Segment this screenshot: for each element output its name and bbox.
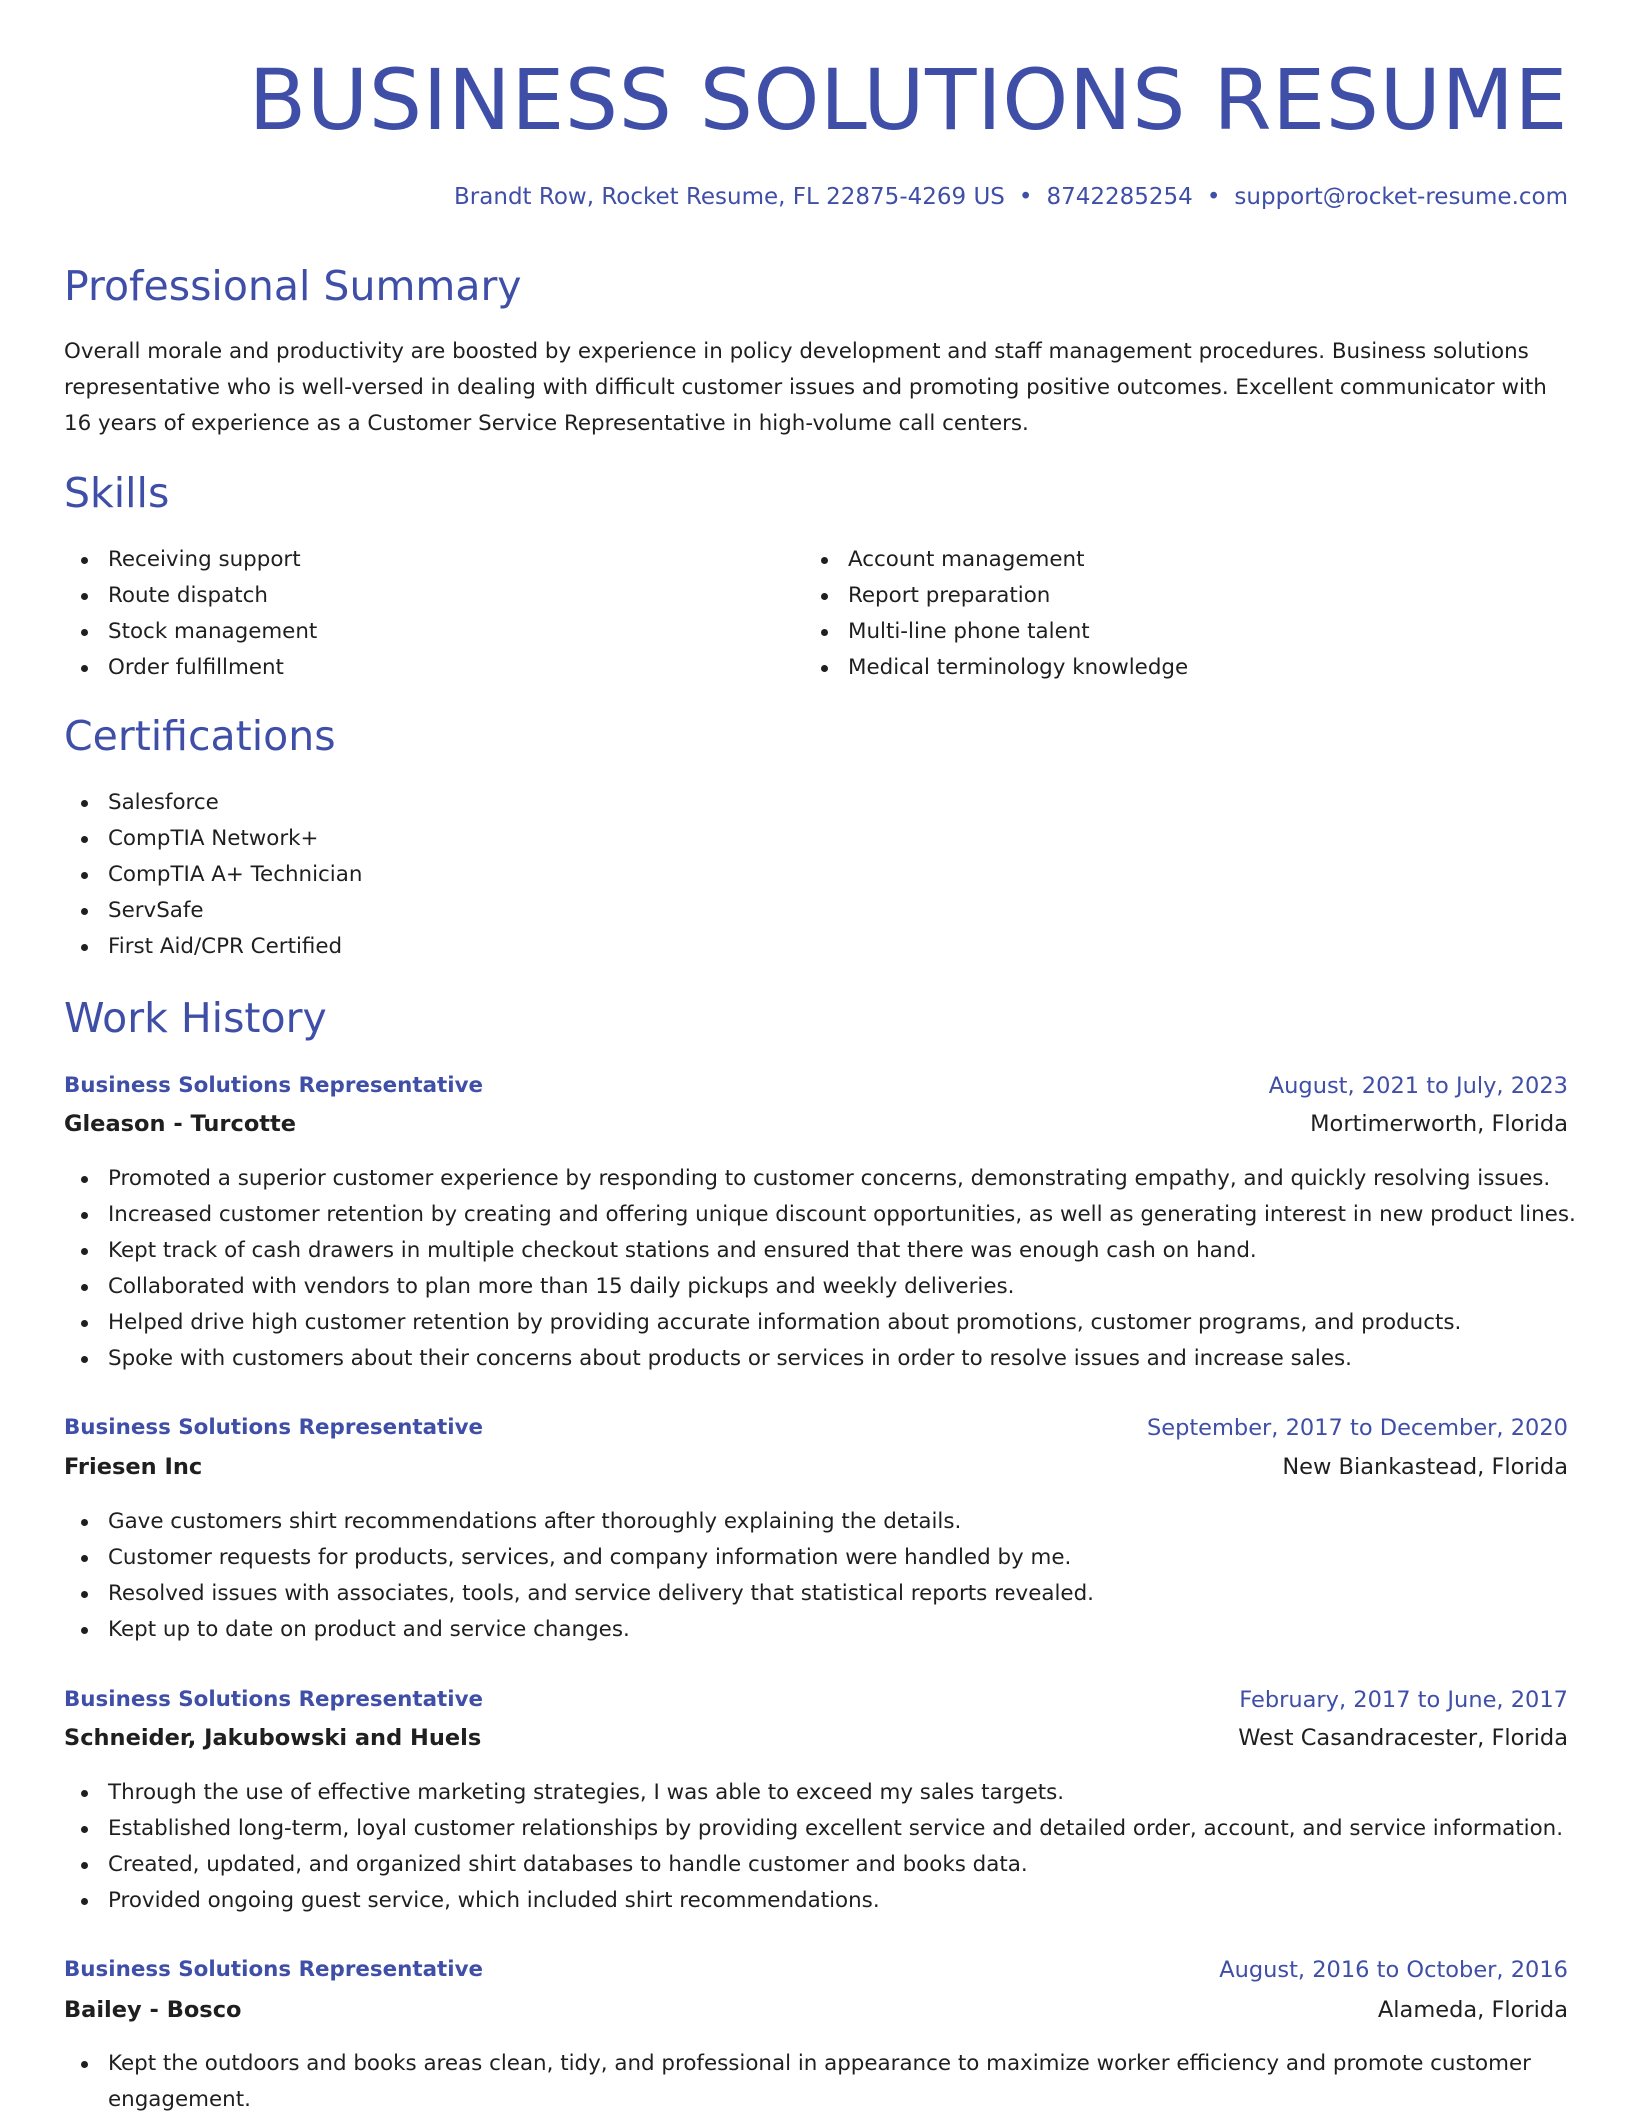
skills-list-left bbox=[64, 542, 317, 686]
job-company: Friesen Inc bbox=[64, 1454, 203, 1480]
job-bullets bbox=[64, 1504, 1568, 1648]
job-bullet: Gave customers shirt recommendations after thoroughly explaining the details. bbox=[64, 1504, 1568, 1540]
job-bullet: Customer requests for products, services, and company information were handled by me. bbox=[64, 1540, 1568, 1576]
job-bullet: Kept track of cash drawers in multiple checkout stations and ensured that there was enough cash on hand. bbox=[64, 1233, 1568, 1269]
job-company: Schneider, Jakubowski and Huels bbox=[64, 1725, 482, 1751]
skills-list-right bbox=[804, 542, 1188, 686]
certification-item: Salesforce bbox=[64, 785, 362, 821]
job-bullet: Created, updated, and organized shirt databases to handle customer and books data. bbox=[64, 1847, 1568, 1883]
resume-title: BUSINESS SOLUTIONS RESUME bbox=[248, 51, 1568, 149]
job-bullets bbox=[64, 2046, 1568, 2118]
job-dates: August, 2021 to July, 2023 bbox=[1268, 1073, 1568, 1099]
job-bullet: Increased customer retention by creating and offering unique discount opportunities, as well as generating interest in new product lines. bbox=[64, 1197, 1568, 1233]
job-location: Alameda, Florida bbox=[1377, 1997, 1568, 2023]
job-bullet: Spoke with customers about their concerns about products or services in order to resolve issues and increase sales. bbox=[64, 1341, 1568, 1377]
contact-phone: 8742285254 bbox=[1046, 184, 1193, 210]
skill-item: Medical terminology knowledge bbox=[804, 650, 1188, 686]
job-title: Business Solutions Representative bbox=[64, 1957, 484, 1982]
contact-address: Brandt Row, Rocket Resume, FL 22875-4269 US bbox=[454, 184, 1005, 210]
job-dates: August, 2016 to October, 2016 bbox=[1219, 1957, 1568, 1983]
job-bullet: Collaborated with vendors to plan more than 15 daily pickups and weekly deliveries. bbox=[64, 1269, 1568, 1305]
job-bullet: Established long-term, loyal customer relationships by providing excellent service and detailed order, account, and service information. bbox=[64, 1811, 1568, 1847]
job-bullet: Helped drive high customer retention by providing accurate information about promotions, customer programs, and products. bbox=[64, 1305, 1568, 1341]
job-location: New Biankastead, Florida bbox=[1282, 1454, 1568, 1480]
job-bullet: Provided ongoing guest service, which included shirt recommendations. bbox=[64, 1883, 1568, 1919]
skill-item: Order fulfillment bbox=[64, 650, 317, 686]
contact-separator: • bbox=[1018, 184, 1033, 210]
job-location: Mortimerworth, Florida bbox=[1310, 1111, 1568, 1137]
job-location: West Casandracester, Florida bbox=[1238, 1725, 1568, 1751]
contact-line bbox=[454, 180, 1568, 214]
job-bullet: Kept up to date on product and service changes. bbox=[64, 1612, 1568, 1648]
contact-separator: • bbox=[1206, 184, 1221, 210]
job-bullet: Promoted a superior customer experience by responding to customer concerns, demonstrating empathy, and quickly resolving issues. bbox=[64, 1161, 1568, 1197]
skill-item: Report preparation bbox=[804, 578, 1188, 614]
job-company: Gleason - Turcotte bbox=[64, 1111, 297, 1137]
job-dates: September, 2017 to December, 2020 bbox=[1146, 1415, 1568, 1441]
summary-text: Overall morale and productivity are boosted by experience in policy development and staff management procedures. Business solutions representative who is well-versed in dealing with difficult customer issues and promoting positive outcomes. Excellent communicator with 16 years of experience as a Customer Service Representative in high-volume call centers. bbox=[64, 339, 1547, 436]
job-bullet: Through the use of effective marketing strategies, I was able to exceed my sales targets. bbox=[64, 1775, 1568, 1811]
certifications-heading: Certifications bbox=[64, 712, 336, 760]
summary-heading: Professional Summary bbox=[64, 262, 522, 310]
certification-item: CompTIA A+ Technician bbox=[64, 857, 362, 893]
job-dates: February, 2017 to June, 2017 bbox=[1239, 1687, 1568, 1713]
job-title: Business Solutions Representative bbox=[64, 1415, 484, 1440]
skills-heading: Skills bbox=[64, 469, 170, 517]
job-title: Business Solutions Representative bbox=[64, 1073, 484, 1098]
job-bullets bbox=[64, 1161, 1576, 1377]
skill-item: Route dispatch bbox=[64, 578, 317, 614]
skill-item: Account management bbox=[804, 542, 1188, 578]
work-history-heading: Work History bbox=[64, 994, 327, 1042]
job-bullets bbox=[64, 1775, 1568, 1919]
certification-item: CompTIA Network+ bbox=[64, 821, 362, 857]
certification-item: ServSafe bbox=[64, 893, 362, 929]
certification-item: First Aid/CPR Certified bbox=[64, 929, 362, 965]
job-company: Bailey - Bosco bbox=[64, 1997, 242, 2023]
skill-item: Receiving support bbox=[64, 542, 317, 578]
job-title: Business Solutions Representative bbox=[64, 1687, 484, 1712]
certifications-list bbox=[64, 785, 362, 965]
job-bullet: Resolved issues with associates, tools, and service delivery that statistical reports revealed. bbox=[64, 1576, 1568, 1612]
skill-item: Stock management bbox=[64, 614, 317, 650]
job-bullet: Kept the outdoors and books areas clean, tidy, and professional in appearance to maximize worker efficiency and promote customer engagement. bbox=[64, 2046, 1568, 2118]
skill-item: Multi-line phone talent bbox=[804, 614, 1188, 650]
contact-email: support@rocket-resume.com bbox=[1234, 184, 1568, 210]
